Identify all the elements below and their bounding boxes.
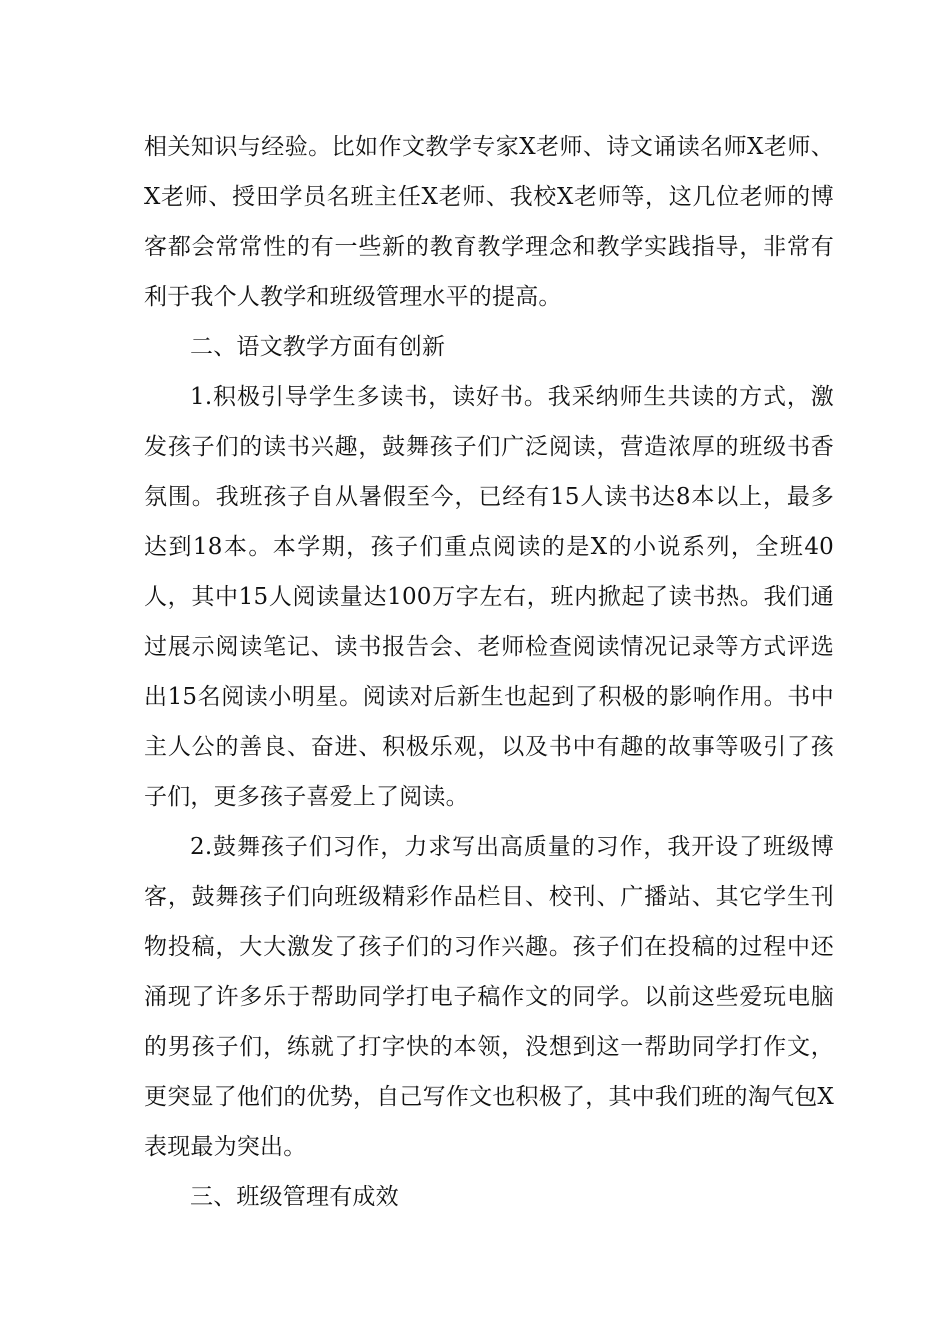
- section-heading-3: 三、班级管理有成效: [190, 1184, 399, 1210]
- paragraph-continuation: 相关知识与经验。比如作文教学专家X老师、诗文诵读名师X老师、X老师、授田学员名班主任X老师、我校X老师等，这几位老师的博客都会常常性的有一些新的教育教学理念和教学实践指导，非常有利于我个人教学和班级管理水平的提高。: [144, 134, 834, 310]
- paragraph-writing: 2.鼓舞孩子们习作，力求写出高质量的习作，我开设了班级博客，鼓舞孩子们向班级精彩作品栏目、校刊、广播站、其它学生刊物投稿，大大激发了孩子们的习作兴趣。孩子们在投稿的过程中还涌现了许多乐于帮助同学打电子稿作文的同学。以前这些爱玩电脑的男孩子们，练就了打字快的本领，没想到这一帮助同学打作文，更突显了他们的优势，自己写作文也积极了，其中我们班的淘气包X表现最为突出。: [144, 834, 834, 1160]
- section-heading-2: 二、语文教学方面有创新: [190, 334, 446, 360]
- paragraph-reading: 1.积极引导学生多读书，读好书。我采纳师生共读的方式，激发孩子们的读书兴趣，鼓舞孩子们广泛阅读，营造浓厚的班级书香氛围。我班孩子自从暑假至今，已经有15人读书达8本以上，最多达到18本。本学期，孩子们重点阅读的是X的小说系列，全班40人，其中15人阅读量达100万字左右，班内掀起了读书热。我们通过展示阅读笔记、读书报告会、老师检查阅读情况记录等方式评选出15名阅读小明星。阅读对后新生也起到了积极的影响作用。书中主人公的善良、奋进、积极乐观，以及书中有趣的故事等吸引了孩子们，更多孩子喜爱上了阅读。: [144, 384, 834, 810]
- document-page: [144, 122, 834, 1222]
